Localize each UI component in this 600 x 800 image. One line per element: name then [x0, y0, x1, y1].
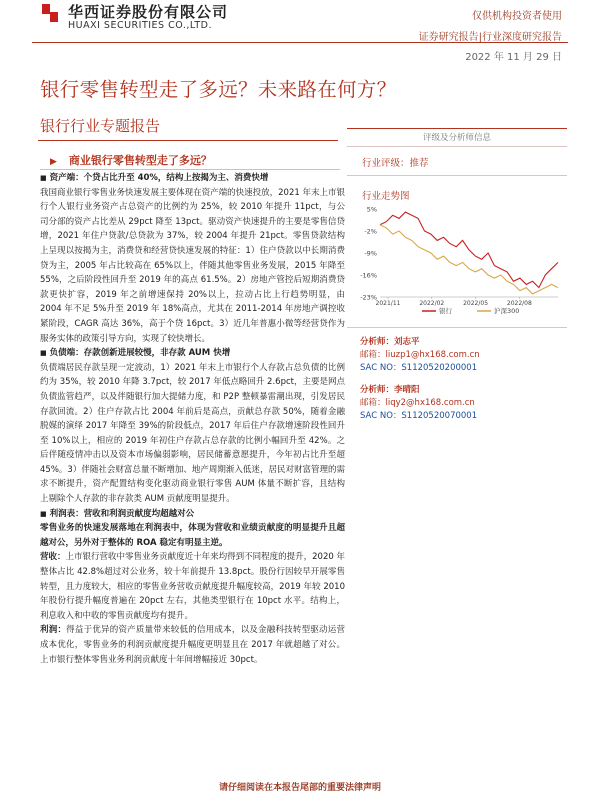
- report-date: 2022 年 11 月 29 日: [465, 52, 562, 63]
- section-divider: [40, 169, 340, 170]
- analyst-name: 李晴阳: [394, 385, 420, 395]
- analyst-card: [360, 336, 480, 375]
- section-title-text: 商业银行零售转型走了多远？: [68, 154, 212, 167]
- analyst-sac: SAC NO：S1120520200001: [360, 363, 478, 373]
- x-tick-label: 2022/08: [506, 300, 532, 307]
- y-tick-label: -23%: [360, 293, 377, 302]
- subtitle-divider: [38, 140, 338, 141]
- x-tick-label: 2022/02: [419, 300, 445, 307]
- analyst-label: 分析师：: [360, 337, 395, 347]
- analyst-sac: SAC NO：S1120520070001: [360, 411, 478, 421]
- x-tick-label: 2022/05: [463, 300, 489, 307]
- sidebar-header: 评级及分析师信息: [422, 133, 491, 143]
- sidebar-divider: [347, 146, 567, 147]
- lead-assets: 资产端：个贷占比升至 40%，结构上按揭为主、消费快增: [49, 173, 269, 183]
- y-tick-label: 5%: [366, 205, 377, 214]
- analyst-label: 分析师：: [360, 385, 395, 395]
- x-tick-label: 2021/11: [375, 300, 401, 307]
- header-divider: [32, 42, 568, 43]
- analyst-email: 邮箱：liqy2@hx168.com.cn: [360, 398, 475, 408]
- report-body: [40, 171, 345, 667]
- square-bullet-icon: ■: [40, 174, 47, 182]
- legend-label: 银行: [439, 307, 452, 315]
- report-title: 银行零售转型走了多远？未来路在何方？: [40, 78, 397, 101]
- company-name-cn: 华西证券股份有限公司: [68, 3, 229, 21]
- sidebar-top-rule: [347, 128, 567, 129]
- series-line-0: [380, 212, 558, 288]
- report-type: 证券研究报告|行业深度研究报告: [418, 32, 562, 43]
- analyst-name: 刘志平: [394, 337, 420, 347]
- section-title: [50, 152, 212, 168]
- y-tick-label: -9%: [364, 249, 377, 258]
- paragraph-income: [40, 507, 345, 668]
- lead-profit: 利润：: [40, 625, 67, 636]
- report-subtitle: 银行行业专题报告: [40, 117, 161, 135]
- square-bullet-icon: ■: [40, 349, 47, 358]
- series-line-1: [380, 225, 558, 294]
- analyst-email: 邮箱：liuzp1@hx168.com.cn: [360, 350, 480, 360]
- legal-footer: 请仔细阅读在本报告尾部的重要法律声明: [218, 783, 381, 793]
- y-tick-label: -16%: [360, 271, 377, 280]
- text-assets: 我国商业银行零售业务快速发展主要体现在资产端的快速投放，2021 年末上市银行个人银行业务资产占总资产的比例约为 25%，较 2010 年提升 11pct，与公司分部的资产占比差从 29pct 降至 13pct。驱动资产快速提升的主要是零售信贷增，2021 年住户贷款/总贷款为 37%，较 2004 年提升 21pct。零售贷款结构上呈现以按揭为主，消费贷和经营贷快速发展的特征：1）住户贷款以中长期消费贷为主，2005 年占比较高在 65%以上，伴随其他零售业务发展，2015 年降至 55%，之后阶段性回升至 2019 年的高点 61.5%。2）房地产管控后短期消费贷款更快扩容，2019 年之前增速保持 20%以上，拉动占比上行趋势明显，由 2004 年不足 5%升至 2019 年 18%高点，尤其在 2011-2014 年房地产调控收紧阶段，CAGR 高达 36%，高于个贷 16pct。3）近几年普惠小微等经营贷作为服务实体的政策引导方向，实现了较快增长。: [40, 187, 345, 344]
- industry-trend-chart: [352, 205, 564, 317]
- lead-revenue: 营收：: [40, 552, 66, 563]
- paragraph-liabilities: [40, 346, 345, 507]
- company-name-en: HUAXI SECURITIES CO.,LTD.: [68, 20, 212, 31]
- square-bullet-icon: ■: [40, 509, 47, 518]
- analyst-name-line: [360, 384, 477, 397]
- analyst-card: [360, 384, 477, 423]
- text-profit: 得益于优异的资产质量带来较低的信用成本，以及金融科技转型驱动运营成本优化，零售业务的利润贡献度提升幅度更明显且在 2017 年就超越了对公。上市银行整体零售业务利润贡献度十年间增幅接近 30pct。: [40, 625, 345, 665]
- lead-liabilities: 负债端：存款创新进展较慢，非存款 AUM 快增: [49, 348, 231, 359]
- text-revenue: 上市银行营收中零售业务贡献度近十年来均得到不同程度的提升，2020 年整体占比 42.8%超过对公业务，较十年前提升 13.8pct。股份行因较早开展零售转型，且力度较大，相应的零售业务营收贡献度提升幅度较高，2019 年较 2010 年股份行提升幅度普遍在 20pct 左右，其他类型银行在 10pct 水平。结构上，利息收入和中收的零售贡献度均有提升。: [40, 552, 345, 621]
- sidebar-divider: [347, 175, 567, 176]
- paragraph-assets: [40, 171, 345, 346]
- y-tick-label: -2%: [364, 227, 377, 236]
- text-income-bold: 零售业务的快速发展落地在利润表中，体现为营收和业绩贡献度的明显提升且超越对公，另外对于整体的 ROA 稳定有明显主逆。: [40, 523, 345, 548]
- trend-chart-label: 行业走势图: [362, 191, 410, 202]
- sidebar-divider: [347, 327, 567, 328]
- huaxi-logo-icon: [38, 2, 62, 24]
- text-liabilities: 负债端居民存款呈现一定波动，1）2021 年末上市银行个人存款占总负债的比例约为 35%，较 2010 年降 3.7pct，较 2017 年低点略回升 2.6pct，主要是网点负债监管趋严，以及伴随银行加大提储力度，和 P2P 整顿暴雷潮出现，引发居民存款回流。2）住户存款占比 2004 年前后是高点，贡献总存款 50%，随着金融脱媒的演绎 2017 年降至 39%的阶段低点，2017 年后住户存款增速阶段性回升至 10%以上，相应的 2019 年初住户存款占总存款的比例小幅回升至 42%。之后伴随疫情冲击以及资本市场偏弱影响，居民储蓄意愿提升，今年初占比升至超 45%。3）伴随社会财富总量不断增加、地产周期渐入低迷，居民对财富管理的需求不断提升，资产配置结构变化驱动商业银行零售 AUM 体量不断扩容，且结构上剔除个人存款的非存款类 AUM 贡献度明显提升。: [40, 362, 345, 505]
- legend-label: 沪深300: [494, 307, 520, 315]
- audience-notice: 仅供机构投资者使用: [472, 11, 562, 22]
- industry-rating: 行业评级：推荐: [362, 158, 429, 169]
- triangle-icon: ▶: [50, 157, 57, 167]
- lead-income: 利润表：营收和利润贡献度均超越对公: [49, 508, 195, 519]
- analyst-name-line: [360, 336, 480, 349]
